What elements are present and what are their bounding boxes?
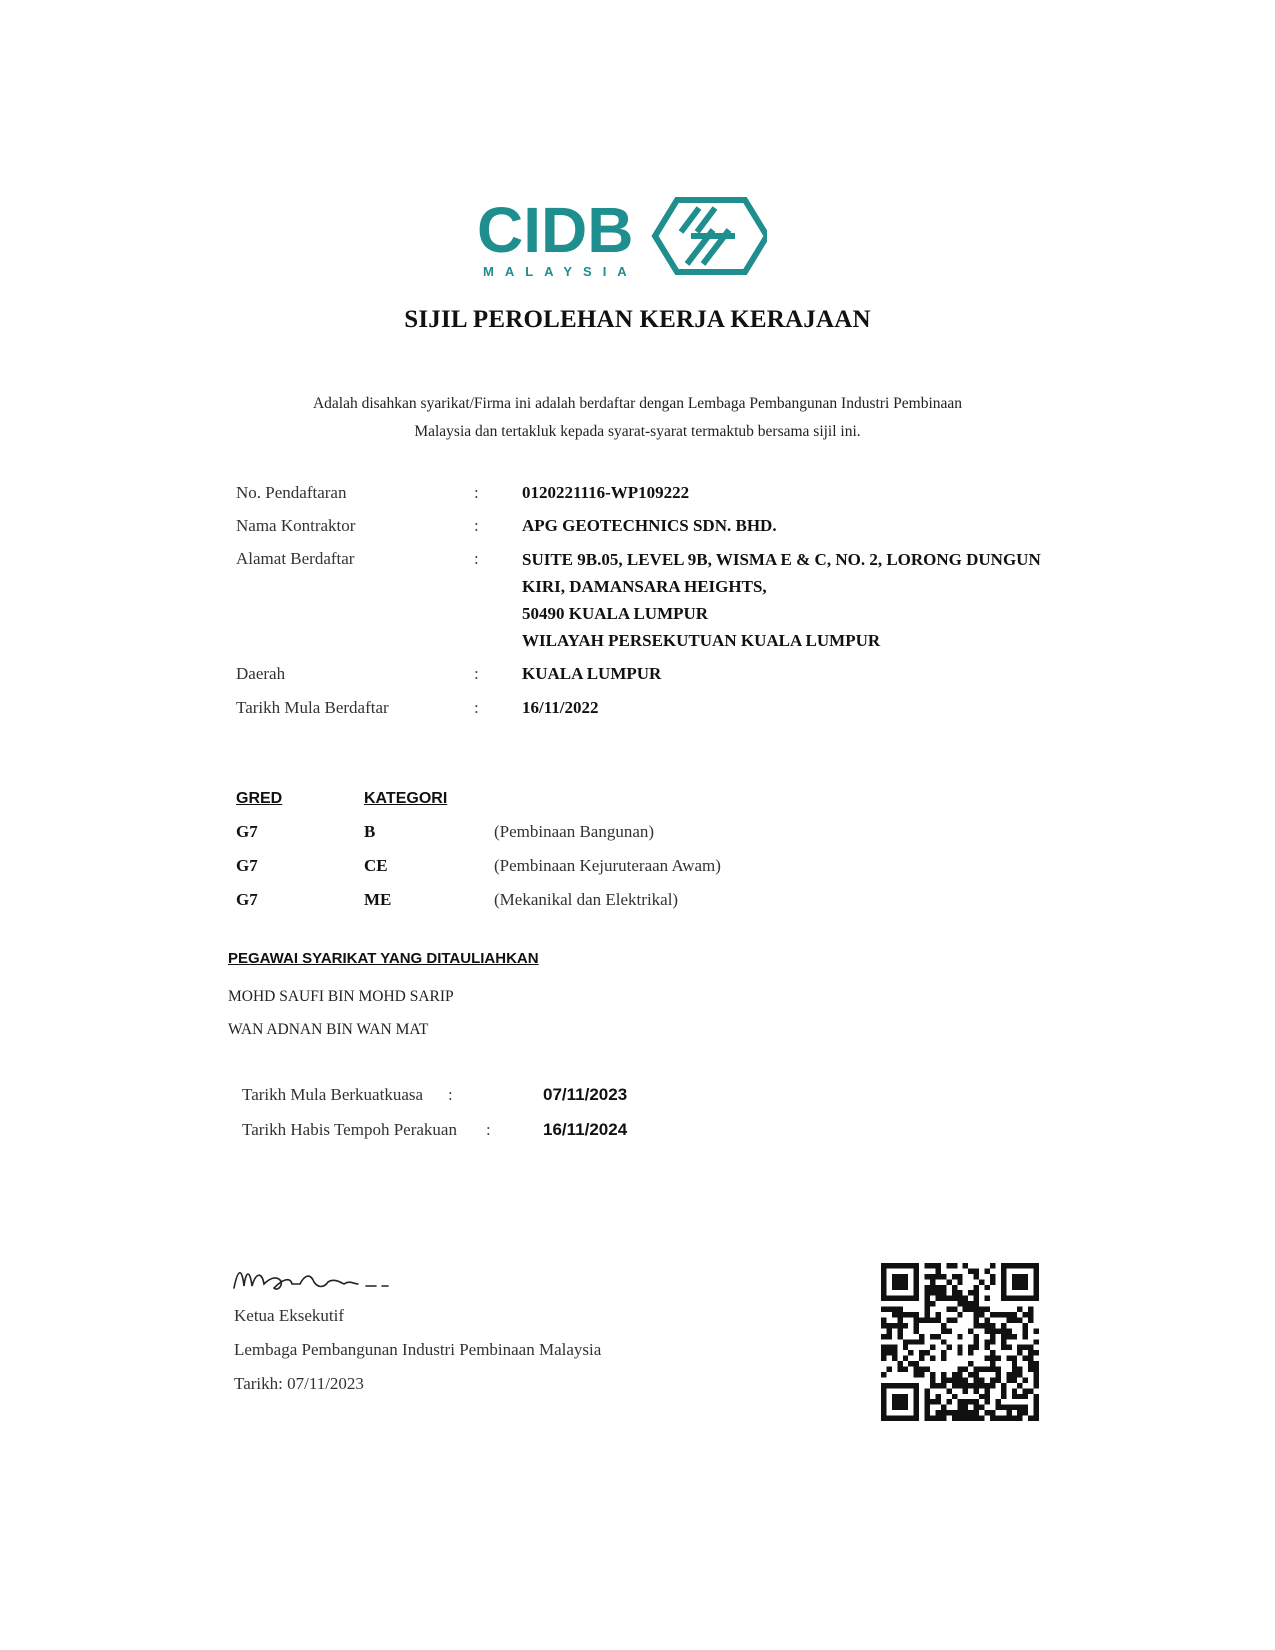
validity-end-value: 16/11/2024 — [543, 1120, 628, 1139]
cidb-logo — [477, 196, 767, 286]
logo-wordmark: CIDB — [477, 196, 634, 266]
reg-no-colon: : — [474, 483, 479, 502]
signature — [230, 1258, 440, 1298]
intro-line-2: Malaysia dan tertakluk kepada syarat-syarat termaktub bersama sijil ini. — [414, 423, 861, 440]
contractor-value: APG GEOTECHNICS SDN. BHD. — [522, 516, 777, 535]
grade-row-1-category: B — [364, 822, 376, 841]
category-header: KATEGORI — [364, 790, 448, 807]
district-colon: : — [474, 664, 479, 683]
grade-row-1-grade: G7 — [236, 822, 258, 841]
address-value — [522, 546, 1041, 654]
grade-row-3-category: ME — [364, 890, 392, 909]
officers-header: PEGAWAI SYARIKAT YANG DITAULIAHKAN — [228, 950, 539, 967]
validity-start-label: Tarikh Mula Berkuatkuasa — [242, 1085, 424, 1104]
start-reg-colon: : — [474, 698, 479, 717]
start-reg-value: 16/11/2022 — [522, 698, 599, 717]
grade-row-1-description: (Pembinaan Bangunan) — [494, 822, 655, 841]
intro-paragraph — [200, 390, 1075, 446]
qr-code — [881, 1263, 1039, 1421]
grade-row-3-grade: G7 — [236, 890, 258, 909]
address-line-2: KIRI, DAMANSARA HEIGHTS, — [522, 577, 767, 596]
validity-start-colon: : — [448, 1085, 453, 1104]
cidb-logo-graphic — [477, 196, 767, 286]
grade-row-2-description: (Pembinaan Kejuruteraan Awam) — [494, 856, 721, 875]
certificate-title: SIJIL PEROLEHAN KERJA KERAJAAN — [404, 306, 871, 333]
signatory-organization: Lembaga Pembangunan Industri Pembinaan Malaysia — [234, 1340, 602, 1359]
signatory-date: Tarikh: 07/11/2023 — [234, 1374, 364, 1393]
validity-end-colon: : — [486, 1120, 491, 1139]
district-label: Daerah — [236, 664, 286, 683]
intro-line-1: Adalah disahkan syarikat/Firma ini adalah berdaftar dengan Lembaga Pembangunan Industri Pembinaan — [312, 395, 963, 412]
reg-no-value: 0120221116-WP109222 — [522, 483, 690, 502]
signatory-title: Ketua Eksekutif — [234, 1306, 344, 1325]
address-line-1: SUITE 9B.05, LEVEL 9B, WISMA E & C, NO. 2, LORONG DUNGUN — [522, 550, 1041, 569]
qr-modules — [881, 1263, 1039, 1421]
start-reg-label: Tarikh Mula Berdaftar — [236, 698, 389, 717]
qr-code-graphic — [881, 1263, 1039, 1421]
logo-hex-mark — [655, 200, 767, 272]
validity-start-value: 07/11/2023 — [543, 1085, 628, 1104]
district-value: KUALA LUMPUR — [522, 664, 662, 683]
contractor-label: Nama Kontraktor — [236, 516, 356, 535]
address-colon: : — [474, 549, 479, 568]
grade-row-2-category: CE — [364, 856, 388, 875]
address-line-3: 50490 KUALA LUMPUR — [522, 604, 709, 623]
reg-no-label: No. Pendaftaran — [236, 483, 347, 502]
officer-1: MOHD SAUFI BIN MOHD SARIP — [228, 988, 454, 1005]
grade-row-3-description: (Mekanikal dan Elektrikal) — [494, 890, 679, 909]
signature-scribble — [230, 1258, 440, 1298]
address-label: Alamat Berdaftar — [236, 549, 355, 568]
officer-2: WAN ADNAN BIN WAN MAT — [228, 1021, 429, 1038]
validity-end-label: Tarikh Habis Tempoh Perakuan — [242, 1120, 457, 1139]
grade-header: GRED — [236, 790, 283, 807]
logo-subtext: MALAYSIA — [483, 264, 638, 279]
grade-row-2-grade: G7 — [236, 856, 258, 875]
address-line-4: WILAYAH PERSEKUTUAN KUALA LUMPUR — [522, 631, 881, 650]
contractor-colon: : — [474, 516, 479, 535]
